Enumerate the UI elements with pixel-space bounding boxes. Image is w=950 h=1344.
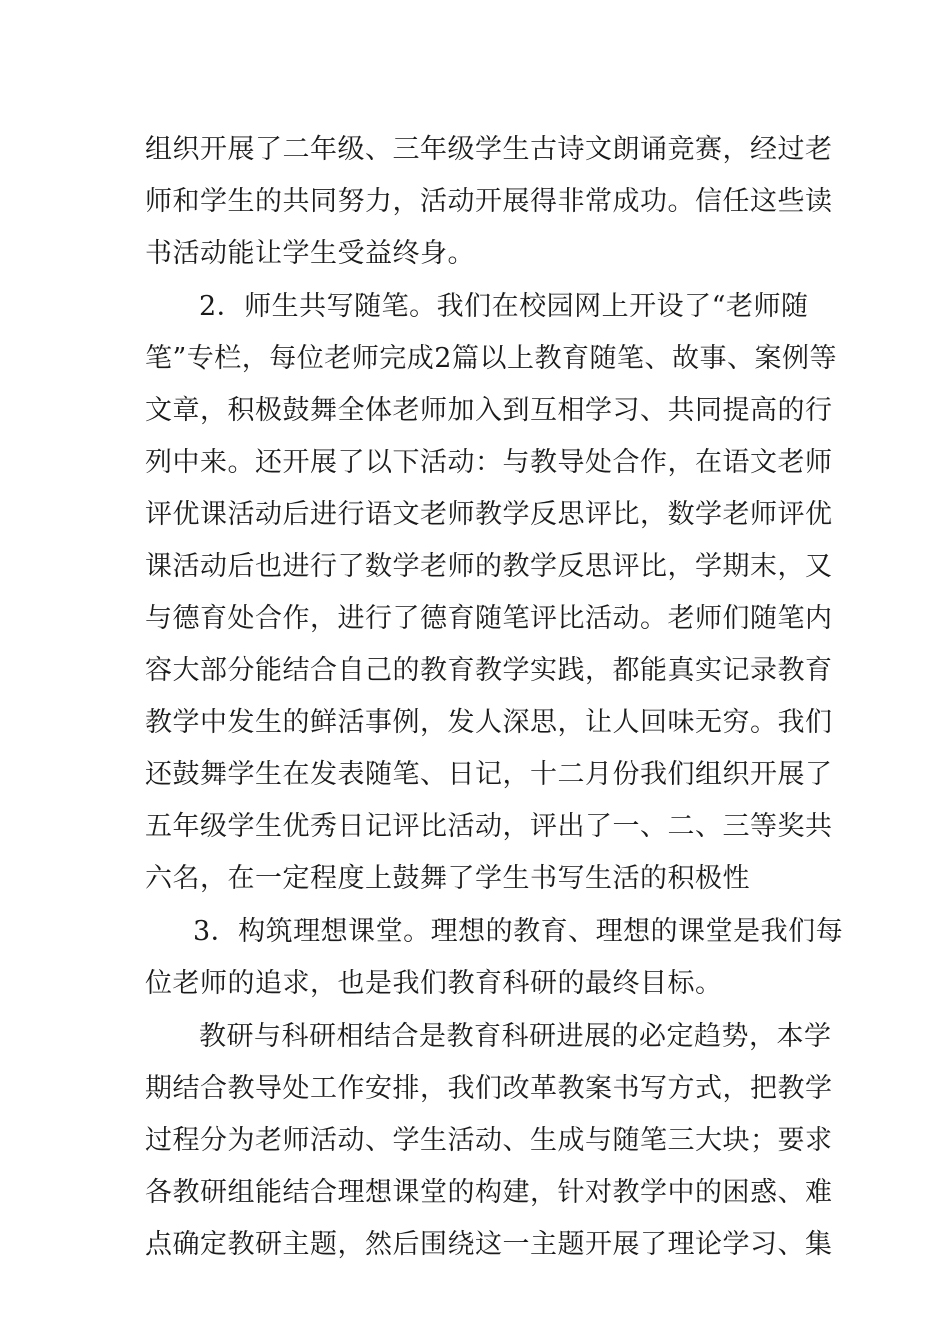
text-line: 师和学生的共同努力，活动开展得非常成功。信任这些读 — [145, 186, 833, 217]
paragraph-start-line: 教研与科研相结合是教育科研进展的必定趋势，本学 — [199, 1021, 832, 1052]
text-line: 位老师的追求，也是我们教育科研的最终目标。 — [145, 968, 723, 999]
text-line: 组织开展了二年级、三年级学生古诗文朗诵竞赛，经过老 — [145, 134, 833, 165]
text-line: 笔”专栏，每位老师完成2篇以上教育随笔、故事、案例等 — [145, 343, 837, 374]
text-line: 容大部分能结合自己的教育教学实践，都能真实记录教育 — [145, 655, 833, 686]
text-line: 点确定教研主题，然后围绕这一主题开展了理论学习、集 — [145, 1229, 833, 1260]
text-line: 各教研组能结合理想课堂的构建，针对教学中的困惑、难 — [145, 1177, 833, 1208]
text-line: 五年级学生优秀日记评比活动，评出了一、二、三等奖共 — [145, 811, 833, 842]
text-line: 六名，在一定程度上鼓舞了学生书写生活的积极性 — [145, 863, 750, 894]
text-line: 期结合教导处工作安排，我们改革教案书写方式，把教学 — [145, 1073, 833, 1104]
text-line: 列中来。还开展了以下活动：与教导处合作，在语文老师 — [145, 447, 833, 478]
text-line: 课活动后也进行了数学老师的教学反思评比，学期末，又 — [145, 551, 833, 582]
text-line: 书活动能让学生受益终身。 — [145, 238, 475, 269]
text-line: 教学中发生的鲜活事例，发人深思，让人回味无穷。我们 — [145, 707, 833, 738]
text-line: 过程分为老师活动、学生活动、生成与随笔三大块；要求 — [145, 1125, 833, 1156]
paragraph-start-line: 2．师生共写随笔。我们在校园网上开设了“老师随 — [199, 291, 809, 322]
text-line: 与德育处合作，进行了德育随笔评比活动。老师们随笔内 — [145, 603, 833, 634]
text-line: 还鼓舞学生在发表随笔、日记，十二月份我们组织开展了 — [145, 759, 833, 790]
paragraph-start-line: 3．构筑理想课堂。理想的教育、理想的课堂是我们每 — [193, 916, 844, 947]
text-line: 文章，积极鼓舞全体老师加入到互相学习、共同提高的行 — [145, 395, 833, 426]
text-line: 评优课活动后进行语文老师教学反思评比，数学老师评优 — [145, 499, 833, 530]
